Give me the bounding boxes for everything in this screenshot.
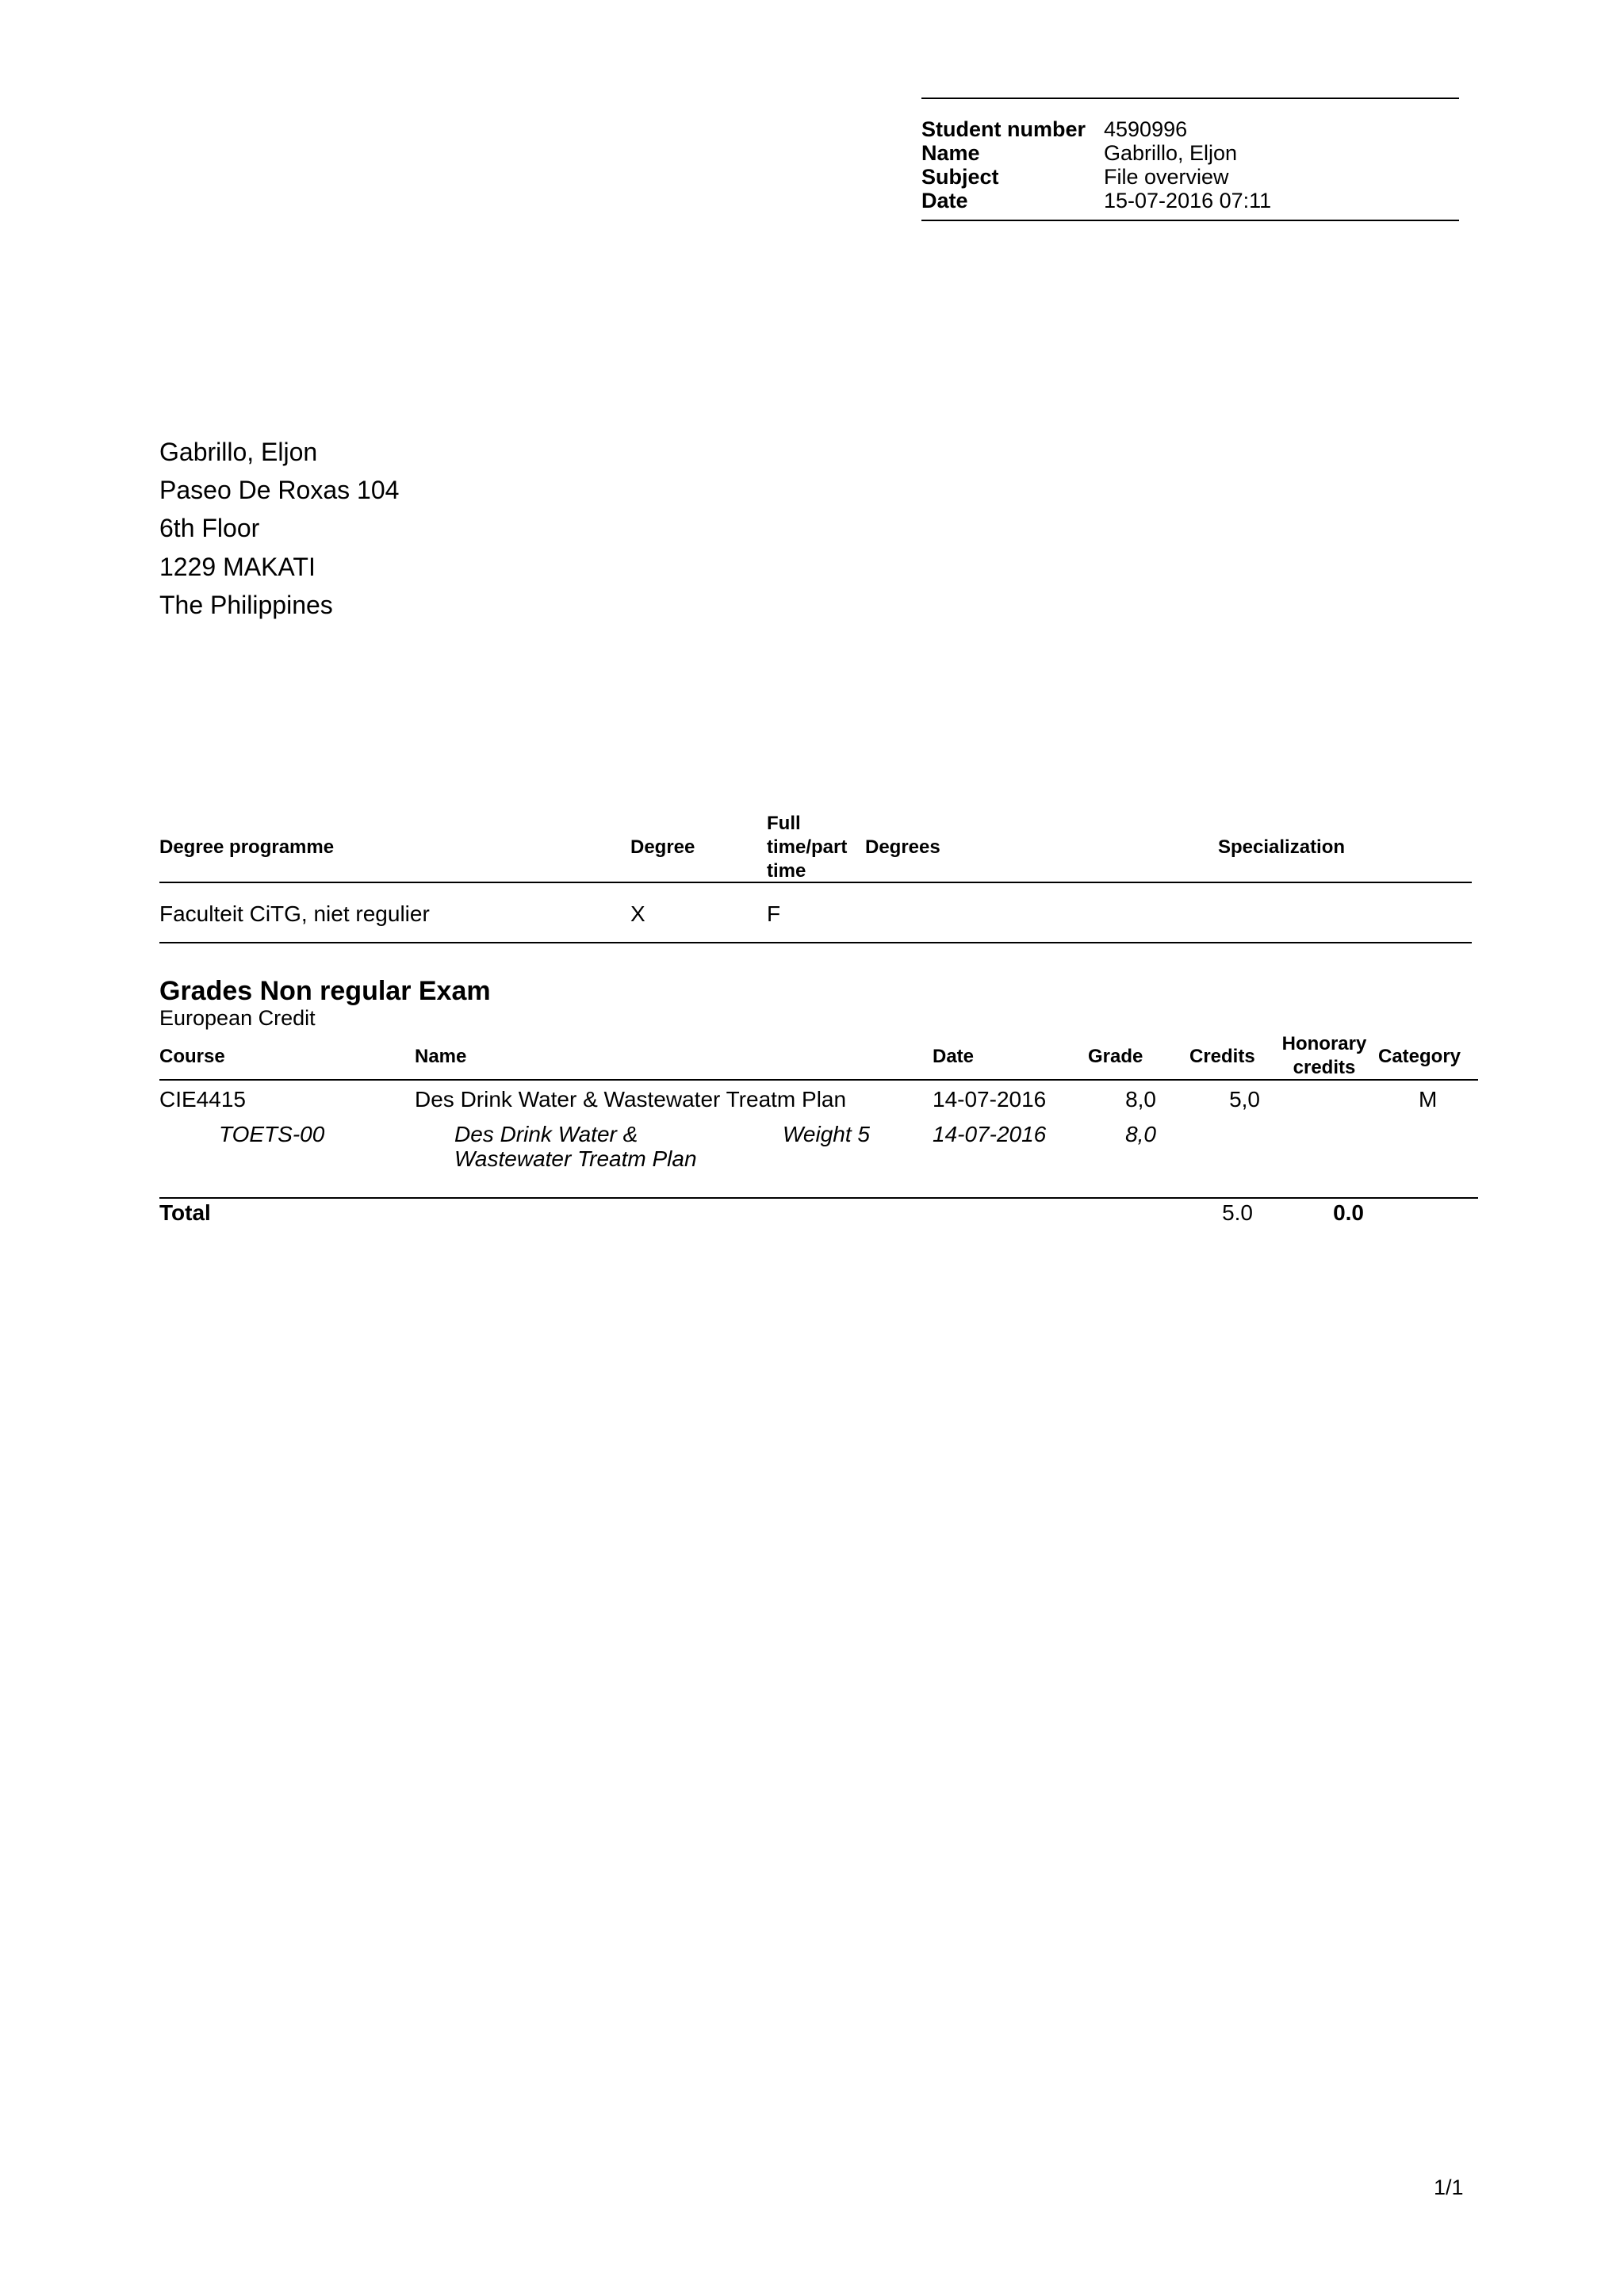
grades-header-rule (159, 1079, 1478, 1081)
header-row-date (921, 189, 1459, 212)
col-header-full-time-line2: time/part (767, 836, 848, 858)
grades-col-header-category: Category (1378, 1046, 1461, 1067)
grades-test-code: TOETS-00 (219, 1122, 325, 1146)
address-line-city: 1229 MAKATI (159, 553, 316, 581)
header-value: File overview (1104, 165, 1229, 189)
header-value: 4590996 (1104, 117, 1188, 141)
programme-cell-name: Faculteit CiTG, niet regulier (159, 901, 430, 926)
programme-bottom-rule (159, 942, 1472, 943)
header-top-rule (921, 98, 1459, 99)
grades-test-weight: Weight 5 (783, 1122, 870, 1146)
grades-test-date: 14-07-2016 (933, 1122, 1047, 1146)
grades-test-grade: 8,0 (1125, 1122, 1156, 1146)
col-header-degrees: Degrees (865, 836, 940, 858)
grades-total-honorary: 0.0 (1333, 1200, 1364, 1225)
address-line-floor: 6th Floor (159, 514, 260, 542)
header-value: 15-07-2016 07:11 (1104, 189, 1272, 212)
col-header-degree: Degree (630, 836, 695, 858)
grades-col-header-date: Date (933, 1046, 975, 1067)
header-bottom-rule (921, 220, 1459, 221)
header-row-name (921, 141, 1459, 165)
address-line-street: Paseo De Roxas 104 (159, 476, 400, 504)
address-line-country: The Philippines (159, 591, 333, 619)
grades-col-header-honorary-line1: Honorary (1281, 1033, 1367, 1054)
grades-course-name: Des Drink Water & Wastewater Treatm Plan (415, 1087, 847, 1112)
col-header-full-time-line1: Full (767, 813, 801, 834)
grades-course-category: M (1419, 1087, 1438, 1112)
header-label: Student number (921, 117, 1086, 141)
grades-total-rule (159, 1197, 1478, 1199)
header-label: Date (921, 189, 968, 212)
header-row-subject (921, 165, 1459, 189)
col-header-specialization: Specialization (1218, 836, 1346, 858)
grades-col-header-grade: Grade (1088, 1046, 1143, 1067)
grades-subtitle: European Credit (159, 1006, 316, 1030)
grades-col-header-credits: Credits (1189, 1046, 1255, 1067)
header-value: Gabrillo, Eljon (1104, 141, 1238, 165)
grades-course-code: CIE4415 (159, 1087, 246, 1112)
grades-course-credits: 5,0 (1229, 1087, 1260, 1112)
grades-course-date: 14-07-2016 (933, 1087, 1047, 1112)
programme-header-rule (159, 882, 1472, 883)
programme-cell-degree: X (630, 901, 645, 926)
programme-cell-full-time: F (767, 901, 781, 926)
grades-title: Grades Non regular Exam (159, 976, 491, 1006)
grades-col-header-course: Course (159, 1046, 225, 1067)
page-number: 1/1 (1434, 2175, 1464, 2199)
address-line-name: Gabrillo, Eljon (159, 438, 318, 466)
grades-test-name-line1: Des Drink Water & (454, 1122, 638, 1146)
header-label: Subject (921, 165, 999, 189)
grades-course-grade: 8,0 (1125, 1087, 1156, 1112)
grades-col-header-honorary-line2: credits (1293, 1057, 1356, 1078)
grades-col-header-name: Name (415, 1046, 467, 1067)
header-row-student-number (921, 117, 1459, 141)
grades-total-credits: 5.0 (1222, 1200, 1253, 1225)
grades-total-label: Total (159, 1200, 211, 1225)
grades-test-name-line2: Wastewater Treatm Plan (454, 1146, 697, 1171)
col-header-full-time-line3: time (767, 860, 806, 882)
header-label: Name (921, 141, 980, 165)
col-header-degree-programme: Degree programme (159, 836, 335, 858)
